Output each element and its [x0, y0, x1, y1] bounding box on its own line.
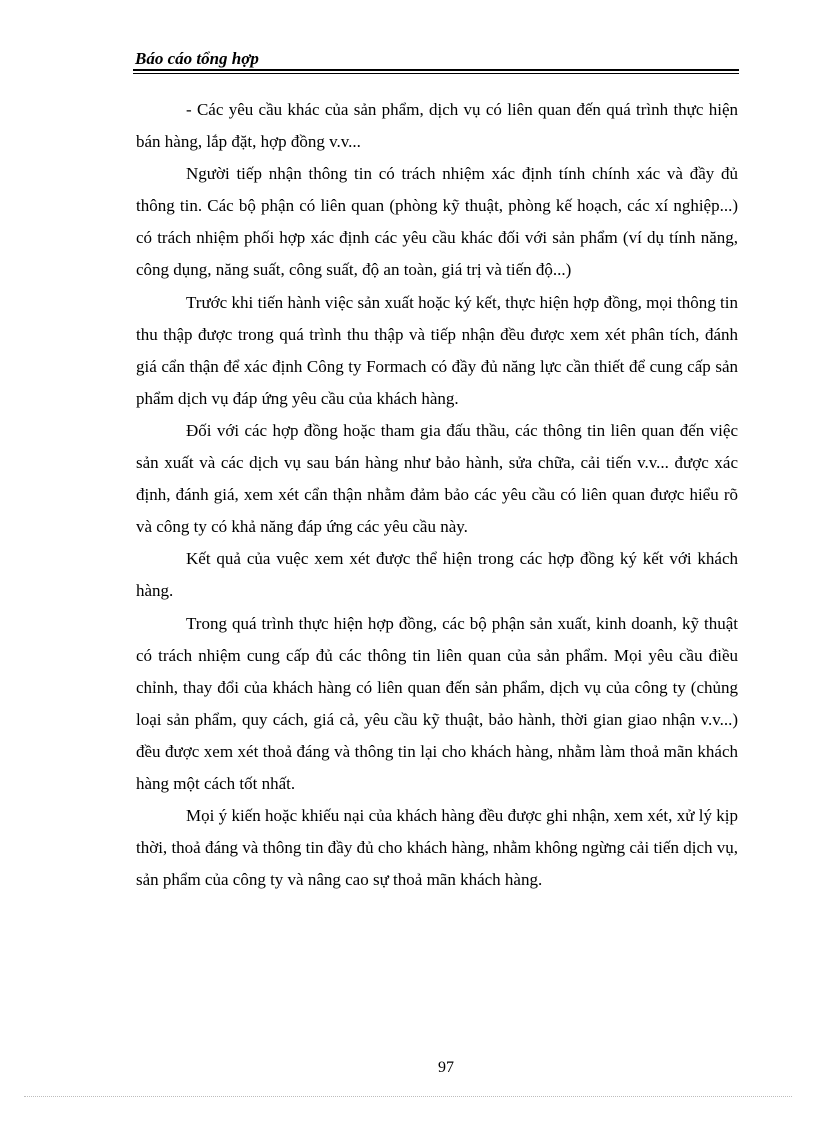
- paragraph-information-receiver: Người tiếp nhận thông tin có trách nhiệm xác định tính chính xác và đầy đủ thông tin. Các bộ phận có liên quan (phòng kỹ thuật, phòng kế hoạch, các xí nghiệp...) có trách nhiệm phối hợp xác định các yêu cầu khác đối với sản phẩm (ví dụ tính năng, công dụng, năng suất, công suất, độ an toàn, giá trị và tiến độ...): [136, 164, 738, 280]
- header-rule-thick: [133, 69, 739, 71]
- paragraph-review-results: Kết quả của vuệc xem xét được thể hiện trong các hợp đồng ký kết với khách hàng.: [136, 549, 738, 601]
- paragraph-requirements-list-item: - Các yêu cầu khác của sản phẩm, dịch vụ có liên quan đến quá trình thực hiện bán hàng, lắp đặt, hợp đồng v.v...: [136, 100, 738, 152]
- document-body: [136, 94, 738, 896]
- header-rule-thin: [133, 73, 739, 74]
- paragraph-customer-complaints: Mọi ý kiến hoặc khiếu nại của khách hàng đều được ghi nhận, xem xét, xử lý kịp thời, thoả đáng và thông tin đầy đủ cho khách hàng, nhằm không ngừng cải tiến dịch vụ, sản phẩm của công ty và nâng cao sự thoả mãn khách hàng.: [136, 806, 738, 890]
- page-bottom-divider: [24, 1096, 792, 1097]
- page-number: 97: [438, 1059, 454, 1076]
- paragraph-contracts-bidding: Đối với các hợp đồng hoặc tham gia đấu thầu, các thông tin liên quan đến việc sản xuất và các dịch vụ sau bán hàng như bảo hành, sửa chữa, cải tiến v.v... được xác định, đánh giá, xem xét cẩn thận nhằm đảm bảo các yêu cầu có liên quan được hiểu rõ và công ty có khả năng đáp ứng các yêu cầu này.: [136, 420, 738, 537]
- paragraph-contract-execution: Trong quá trình thực hiện hợp đồng, các bộ phận sản xuất, kinh doanh, kỹ thuật có trách nhiệm cung cấp đủ các thông tin liên quan của sản phẩm. Mọi yêu cầu điều chỉnh, thay đổi của khách hàng có liên quan đến sản phẩm, dịch vụ của công ty (chủng loại sản phẩm, quy cách, giá cả, yêu cầu kỹ thuật, bảo hành, thời gian giao nhận v.v...) đều được xem xét thoả đáng và thông tin lại cho khách hàng, nhằm làm thoả mãn khách hàng một cách tốt nhất.: [136, 613, 738, 793]
- header-title: Báo cáo tổng hợp: [135, 49, 259, 68]
- paragraph-before-production: Trước khi tiến hành việc sản xuất hoặc ký kết, thực hiện hợp đồng, mọi thông tin thu thập được trong quá trình thu thập và tiếp nhận đều được xem xét phân tích, đánh giá cẩn thận để xác định Công ty Formach có đầy đủ năng lực cần thiết để cung cấp sản phẩm dịch vụ đáp ứng yêu cầu của khách hàng.: [136, 292, 738, 408]
